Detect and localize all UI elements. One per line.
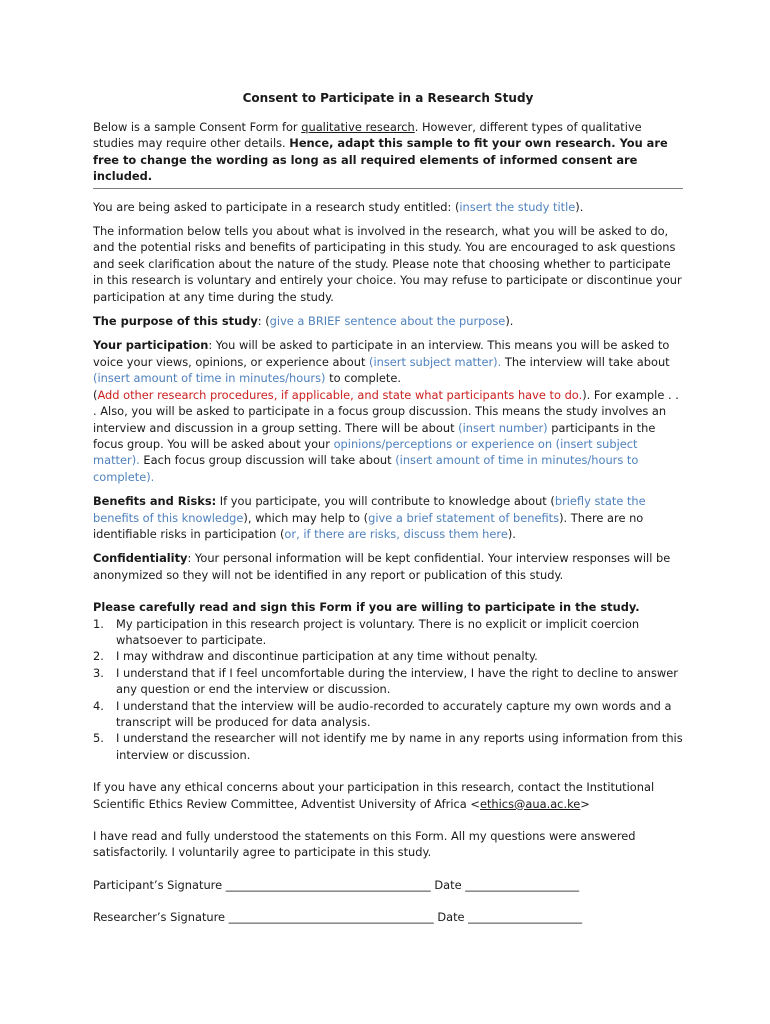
ethics-text-2: > — [580, 796, 590, 811]
researcher-signature-line: Researcher’s Signature ____________________________________ Date ____________________ — [93, 910, 583, 925]
study-title-text-2: ). — [575, 199, 584, 214]
procedures-note: Add other research procedures, if applicable, and state what participants have to do. — [97, 387, 583, 402]
list-text: I understand that the interview will be audio-recorded to accurately capture my own words and a transcript will be produced for data analysis. — [116, 698, 672, 729]
benefits-paragraph — [93, 493, 683, 542]
focus-time-placeholder: (insert amount of time in minutes/hours to complete). — [93, 453, 639, 484]
list-item — [93, 698, 683, 731]
benefits-knowledge-placeholder: briefly state the benefits of this knowledge — [93, 494, 646, 525]
list-item — [93, 665, 683, 698]
list-text: I understand the researcher will not identify me by name in any reports using information from this interview or discussion. — [116, 731, 683, 762]
benefits-text-2: ), which may help to ( — [243, 510, 369, 525]
benefits-label: Benefits and Risks: — [93, 494, 217, 509]
document-title: Consent to Participate in a Research Study — [242, 91, 534, 105]
purpose-text-2: ). — [505, 314, 514, 329]
confidentiality-paragraph — [93, 550, 683, 583]
participation-text-3: to complete. — [325, 371, 402, 386]
study-title-paragraph — [93, 199, 683, 215]
agreement-paragraph: I have read and fully understood the statements on this Form. All my questions were answered satisfactorily. I voluntarily agree to participate in this study. — [93, 829, 636, 860]
purpose-label: The purpose of this study — [93, 314, 258, 329]
participation-text-2: The interview will take about — [501, 354, 670, 369]
benefits-text-1: If you participate, you will contribute to knowledge about ( — [216, 494, 555, 509]
list-number: 4. — [93, 698, 104, 713]
purpose-placeholder: give a BRIEF sentence about the purpose — [269, 314, 506, 329]
benefits-statement-placeholder: give a brief statement of benefits — [368, 510, 560, 525]
list-text: I understand that if I feel uncomfortable during the interview, I have the right to decline to answer any question or end the interview or discussion. — [116, 665, 678, 697]
benefits-text-3: ). There are no identifiable risks in participation ( — [93, 510, 644, 541]
participation-text-1: : You will be asked to participate in an interview. This means you will be asked to voice your views, opinions, or experience about — [93, 338, 670, 369]
list-number: 3. — [93, 665, 104, 680]
document-body — [93, 90, 683, 926]
list-number: 2. — [93, 649, 104, 664]
participation-text-5: ). For example . . . Also, you will be asked to participate in a focus group discussion. This means the study involves an interview and discussion in a group setting. There will be about — [93, 387, 679, 435]
benefits-text-4: ). — [507, 526, 516, 541]
list-text: I may withdraw and discontinue participation at any time without penalty. — [116, 649, 538, 664]
info-paragraph: The information below tells you about what is involved in the research, what you will be asked to do, and the potential risks and benefits of participating in this study. You are encouraged to ask questions and seek clarification about the nature of the study. Please note that choosing whether to participate in this research is voluntary and entirely your choice. You may refuse to participate or discontinue your participation at any time during the study. — [93, 224, 682, 304]
intro-text-1: Below is a sample Consent Form for — [93, 120, 302, 134]
study-title-placeholder: insert the study title — [459, 199, 576, 214]
list-text: My participation in this research project is voluntary. There is no explicit or implicit coercion whatsoever to participate. — [116, 616, 640, 647]
number-placeholder: (insert number) — [458, 420, 548, 435]
confidentiality-label: Confidentiality — [93, 551, 188, 566]
participation-label: Your participation — [93, 338, 209, 353]
confidentiality-text: : Your personal information will be kept confidential. Your interview responses will be anonymized so they will not be identified in any report or publication of this study. — [93, 551, 671, 582]
opinions-placeholder: opinions/perceptions or experience on (insert subject matter). — [93, 436, 638, 468]
intro-text-2: . However, different types of qualitative studies may require other details. — [93, 120, 642, 151]
list-item — [93, 648, 683, 664]
participation-text-7: Each focus group discussion will take about — [139, 453, 396, 468]
consent-list — [93, 616, 683, 764]
risks-placeholder: or, if there are risks, discuss them here — [284, 526, 508, 541]
sign-heading-text: Please carefully read and sign this Form if you are willing to participate in the study. — [93, 600, 640, 615]
study-title-text-1: You are being asked to participate in a research study entitled: ( — [93, 199, 460, 214]
purpose-paragraph — [93, 313, 683, 329]
intro-bold-text: Hence, adapt this sample to fit your own research. You are free to change the wording as long as all required elements of informed consent are included. — [93, 136, 668, 184]
purpose-text-1: : ( — [257, 314, 270, 329]
subject-matter-placeholder: (insert subject matter). — [369, 354, 502, 369]
participant-signature-line: Participant’s Signature ____________________________________ Date ____________________ — [93, 877, 580, 892]
list-item — [93, 616, 683, 649]
time-placeholder: (insert amount of time in minutes/hours) — [93, 371, 326, 386]
participation-paragraph — [93, 337, 683, 485]
list-item — [93, 730, 683, 763]
participation-text-6: participants in the focus group. You will be asked about your — [93, 420, 656, 451]
ethics-email-link[interactable]: ethics@aua.ac.ke — [479, 796, 581, 811]
ethics-text-1: If you have any ethical concerns about your participation in this research, contact the Institutional Scientific Ethics Review Committee, Adventist University of Africa < — [93, 780, 655, 811]
list-number: 5. — [93, 731, 104, 746]
qualitative-research-link[interactable]: qualitative research — [301, 120, 415, 134]
intro-paragraph — [93, 119, 683, 189]
ethics-paragraph — [93, 779, 683, 812]
participation-text-4: ( — [93, 387, 98, 402]
sign-heading — [93, 599, 683, 615]
list-number: 1. — [93, 616, 104, 631]
